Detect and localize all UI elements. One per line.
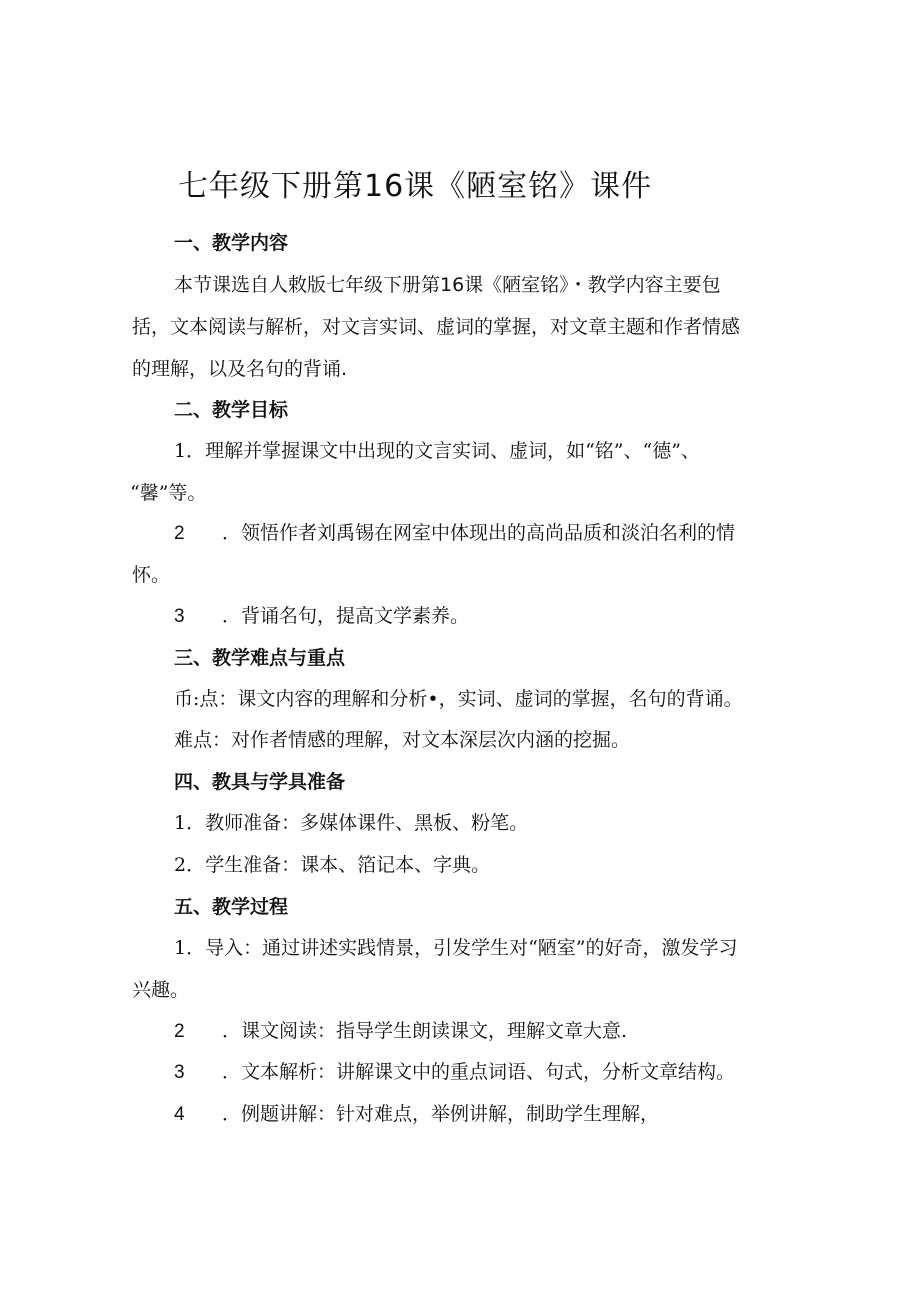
list-item-number: 3 bbox=[174, 606, 185, 627]
list-item bbox=[174, 518, 735, 549]
list-item-number: 3 bbox=[174, 1062, 185, 1083]
list-item-number: 2 bbox=[174, 1021, 185, 1042]
paragraph-line: 的理解，以及名句的背诵. bbox=[132, 358, 348, 380]
list-item-text: ．领悟作者刘禹锡在网室中体现出的高尚品质和淡泊名利的情 bbox=[222, 522, 736, 544]
list-item-line: 1．理解并掌握课文中出现的文言实词、虚词，如“铭”、“德”、 bbox=[174, 440, 700, 462]
list-item bbox=[174, 1016, 627, 1047]
paragraph-line: 本节课选自人敕版七年级下册第16课《陋室铭》・教学内容主要包 bbox=[174, 274, 721, 296]
list-item bbox=[174, 1099, 659, 1130]
list-item-line: 2．学生准备：课本、箔记本、字典。 bbox=[174, 854, 491, 876]
section-heading-teaching-process: 五、教学过程 bbox=[174, 896, 289, 918]
section-heading-teaching-content: 一、教学内容 bbox=[174, 232, 289, 254]
section-heading-preparation: 四、教具与学具准备 bbox=[174, 771, 346, 793]
section-heading-key-points: 三、教学难点与重点 bbox=[174, 647, 346, 669]
paragraph-line: 括，文本阅读与解析，对文言实词、虚词的掌握，对文章主题和作者情感 bbox=[132, 316, 741, 338]
list-item-line: “馨”等。 bbox=[130, 482, 207, 504]
list-item-text: ．背诵名句，提高文学素养。 bbox=[222, 605, 470, 627]
list-item bbox=[174, 1057, 735, 1088]
list-item bbox=[174, 601, 469, 632]
list-item-number: 2 bbox=[174, 523, 185, 544]
paragraph-line: 币:点：课文内容的理解和分析•，实词、虚词的掌握，名句的背诵。 bbox=[174, 688, 743, 710]
list-item-text: ．课文阅读：指导学生朗读课文，理解文章大意. bbox=[222, 1020, 628, 1042]
list-item-text: ．例题讲解：针对难点，举例讲解，制助学生理解， bbox=[222, 1103, 660, 1125]
section-heading-teaching-goals: 二、教学目标 bbox=[174, 399, 289, 421]
list-item-line: 怀。 bbox=[132, 564, 171, 586]
list-item-line: 1．导入：通过讲述实践情景，引发学生对“陋室”的好奇，激发学习 bbox=[174, 937, 738, 959]
list-item-line: 兴趣。 bbox=[132, 979, 190, 1001]
document-title: 七年级下册第16课《陋室铭》课件 bbox=[178, 169, 653, 204]
paragraph-line: 难点：对作者情感的理解，对文本深层次内涵的挖掘。 bbox=[174, 729, 631, 751]
list-item-number: 4 bbox=[174, 1104, 185, 1125]
list-item-text: ．文本解析：讲解课文中的重点词语、句式，分析文章结构。 bbox=[222, 1061, 736, 1083]
list-item-line: 1．教师准备：多媒体课件、黑板、粉笔。 bbox=[174, 812, 529, 834]
